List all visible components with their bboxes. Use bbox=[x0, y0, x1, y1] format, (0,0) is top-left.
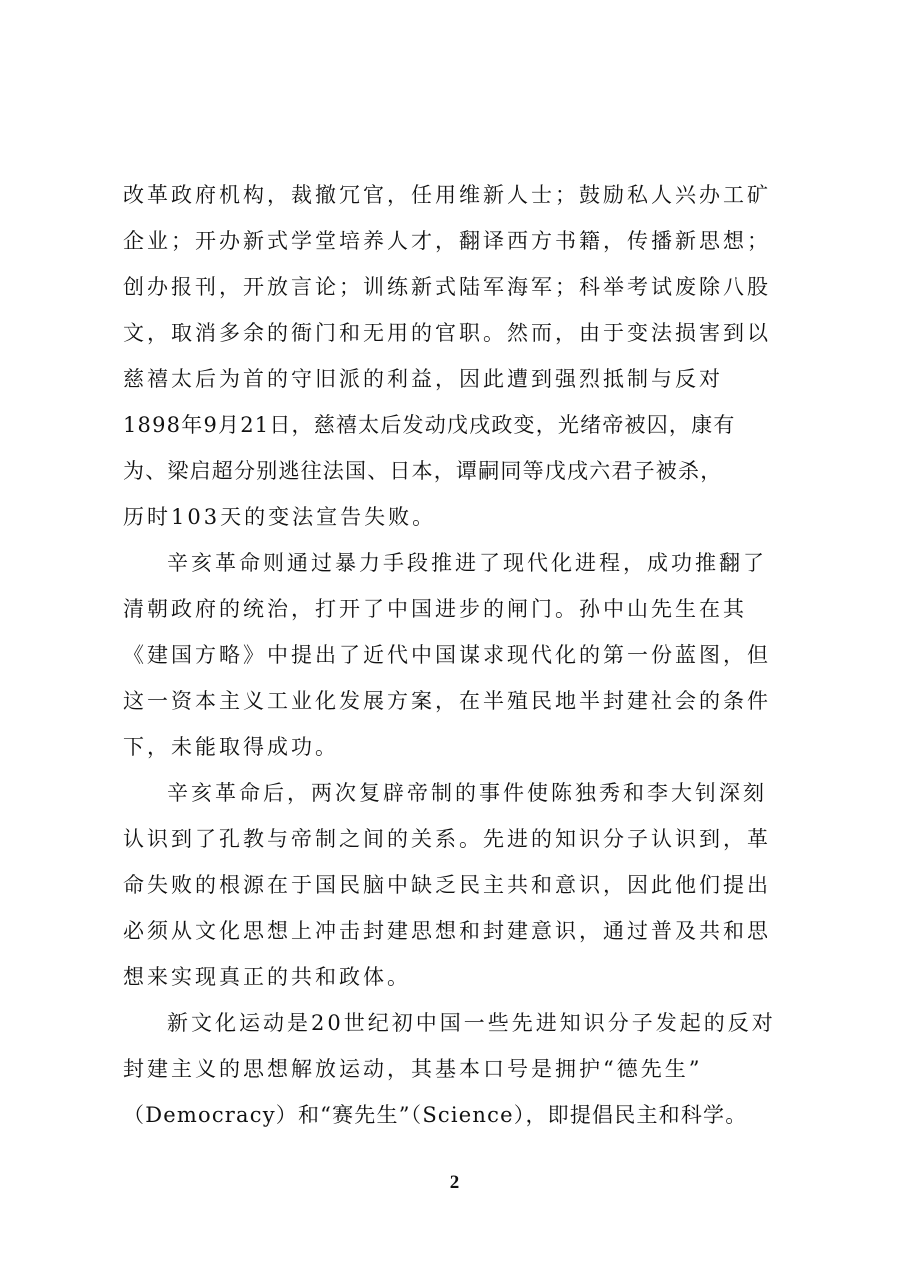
paragraph-line: （Democracy）和“赛先生”（Science），即提倡民主和科学。 bbox=[123, 1103, 748, 1127]
page-number: 2 bbox=[449, 1172, 460, 1193]
body-text bbox=[123, 172, 823, 1138]
paragraph-line: 文，取消多余的衙门和无用的官职。然而，由于变法损害到以 bbox=[123, 321, 771, 345]
paragraph-line: 企业；开办新式学堂培养人才，翻译西方书籍，传播新思想； bbox=[123, 229, 771, 253]
paragraph bbox=[123, 540, 823, 770]
paragraph-line: 慈禧太后为首的守旧派的利益，因此遭到强烈抵制与反对 bbox=[123, 367, 723, 391]
paragraph bbox=[123, 172, 823, 540]
paragraph-line: 《建国方略》中提出了近代中国谋求现代化的第一份蓝图，但 bbox=[123, 643, 771, 667]
paragraph-line: 想来实现真正的共和政体。 bbox=[123, 965, 411, 989]
paragraph-line: 必须从文化思想上冲击封建思想和封建意识，通过普及共和思 bbox=[123, 919, 771, 943]
paragraph-line: 认识到了孔教与帝制之间的关系。先进的知识分子认识到，革 bbox=[123, 827, 771, 851]
paragraph bbox=[123, 770, 823, 1000]
paragraph-line: 创办报刊，开放言论；训练新式陆军海军；科举考试废除八股 bbox=[123, 275, 771, 299]
paragraph-line: 辛亥革命则通过暴力手段推进了现代化进程，成功推翻了 bbox=[167, 551, 767, 575]
paragraph-line: 为、梁启超分别逃往法国、日本，谭嗣同等戊戌六君子被杀， bbox=[123, 459, 723, 483]
paragraph-line: 1898年9月21日，慈禧太后发动戊戌政变，光绪帝被囚，康有 bbox=[123, 413, 736, 437]
paragraph-line: 封建主义的思想解放运动，其基本口号是拥护“德先生” bbox=[123, 1057, 703, 1081]
paragraph bbox=[123, 1000, 823, 1138]
paragraph-line: 新文化运动是20世纪初中国一些先进知识分子发起的反对 bbox=[167, 1011, 776, 1035]
paragraph-line: 改革政府机构，裁撤冗官，任用维新人士；鼓励私人兴办工矿 bbox=[123, 183, 771, 207]
paragraph-line: 辛亥革命后，两次复辟帝制的事件使陈独秀和李大钊深刻 bbox=[167, 781, 767, 805]
paragraph-line: 清朝政府的统治，打开了中国进步的闸门。孙中山先生在其 bbox=[123, 597, 747, 621]
paragraph-line: 下，未能取得成功。 bbox=[123, 735, 339, 759]
paragraph-line: 命失败的根源在于国民脑中缺乏民主共和意识，因此他们提出 bbox=[123, 873, 771, 897]
paragraph-line: 这一资本主义工业化发展方案，在半殖民地半封建社会的条件 bbox=[123, 689, 771, 713]
paragraph-line: 历时103天的变法宣告失败。 bbox=[123, 505, 437, 529]
